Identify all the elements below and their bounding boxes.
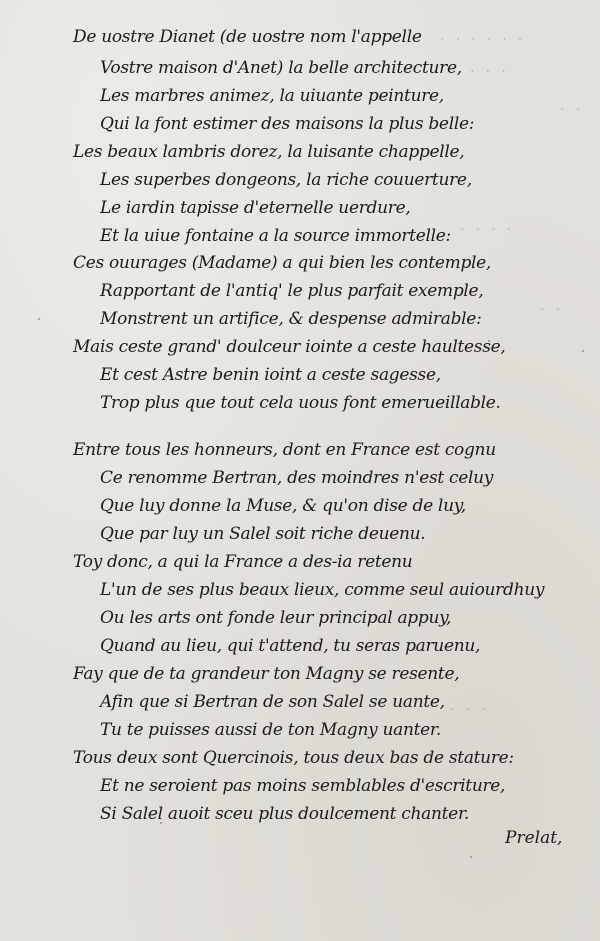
verse-line: Ou les arts ont fonde leur principal appuy, — [100, 608, 452, 628]
verse-line: Les marbres animez, la uiuante peinture, — [100, 86, 444, 106]
show-through-marks: · · — [560, 100, 584, 118]
verse-line: L'un de ses plus beaux lieux, comme seul auiourdhuy — [100, 580, 545, 600]
verse-line: Entre tous les honneurs, dont en France est cognu — [73, 440, 496, 460]
verse-line: Le iardin tapisse d'eternelle uerdure, — [100, 198, 411, 218]
verse-line: Et la uiue fontaine a la source immortelle: — [100, 226, 451, 246]
verse-line: Ce renomme Bertran, des moindres n'est celuy — [100, 468, 494, 488]
show-through-marks: · · · — [450, 700, 489, 718]
verse-line: Toy donc, a qui la France a des-ia retenu — [73, 552, 413, 572]
verse-line: Et ne seroient pas moins semblables d'escriture, — [100, 776, 506, 796]
verse-line: Quand au lieu, qui t'attend, tu seras paruenu, — [100, 636, 481, 656]
verse-line: Afin que si Bertran de son Salel se uante, — [100, 692, 445, 712]
verse-line: Fay que de ta grandeur ton Magny se resente, — [73, 664, 460, 684]
verse-line: Les superbes dongeons, la riche couuerture, — [100, 170, 472, 190]
verse-line: Trop plus que tout cela uous font emerueillable. — [100, 393, 501, 413]
verse-line: Qui la font estimer des maisons la plus belle: — [100, 114, 475, 134]
ink-fleck — [470, 856, 472, 858]
verse-line: Tous deux sont Quercinois, tous deux bas de stature: — [73, 748, 514, 768]
verse-line: De uostre Dianet (de uostre nom l'appelle — [73, 27, 422, 47]
verse-line: Que luy donne la Muse, & qu'on dise de luy, — [100, 496, 466, 516]
show-through-marks: · · · — [470, 62, 509, 80]
verse-line: Monstrent un artifice, & despense admirable: — [100, 309, 482, 329]
verse-line: Ces ouurages (Madame) a qui bien les contemple, — [73, 253, 492, 273]
show-through-marks: · · · · — [460, 220, 515, 238]
verse-line: Et cest Astre benin ioint a ceste sagesse, — [100, 365, 441, 385]
verse-line: Tu te puisses aussi de ton Magny uanter. — [100, 720, 441, 740]
show-through-marks: · · · · · · — [440, 30, 526, 48]
verse-line: Les beaux lambris dorez, la luisante chappelle, — [73, 142, 465, 162]
verse-line: Que par luy un Salel soit riche deuenu. — [100, 524, 426, 544]
verse-line: Rapportant de l'antiq' le plus parfait exemple, — [100, 281, 484, 301]
show-through-marks: · · — [540, 300, 564, 318]
ink-fleck — [38, 318, 40, 320]
catchword: Prelat, — [505, 828, 563, 848]
verse-line: Mais ceste grand' doulceur iointe a ceste haultesse, — [73, 337, 506, 357]
verse-line: Vostre maison d'Anet) la belle architecture, — [100, 58, 462, 78]
ink-fleck — [582, 350, 584, 352]
verse-line: Si Salel auoit sceu plus doulcement chanter. — [100, 804, 470, 824]
